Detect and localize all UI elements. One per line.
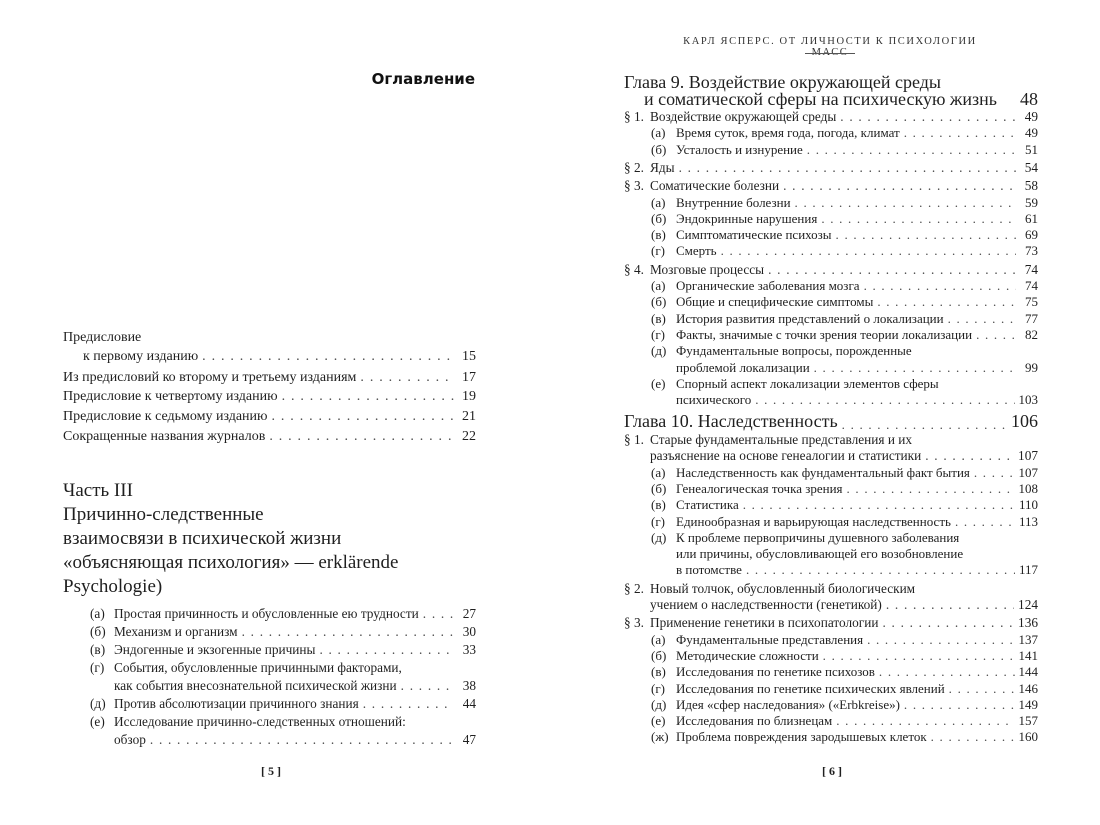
toc-entry-mark: (г)	[651, 326, 665, 342]
toc-entry-mark: (ж)	[651, 729, 669, 745]
toc-entry-mark: (е)	[651, 375, 666, 391]
toc-entry-mark: (а)	[651, 464, 666, 480]
toc-entry-section[interactable]: Яды . . . 54	[650, 161, 1038, 176]
toc-entry-mark: (г)	[651, 513, 665, 529]
toc-entry-mark: (г)	[651, 680, 665, 696]
toc-item-mark: (д)	[90, 696, 106, 711]
toc-entry-section[interactable]: Воздействие окружающей среды . . . 49	[650, 110, 1038, 125]
toc-entry-subsection[interactable]: Общие и специфические симптомы . . . 75	[676, 295, 1038, 309]
toc-entry-subsection[interactable]: Статистика . . . 110	[676, 498, 1038, 512]
preface-1-line1: Предисловие	[63, 330, 142, 345]
toc-entry-mark: (б)	[651, 294, 667, 310]
toc-entry-part-item-g[interactable]: как события внесознательной психической жизни . . . 38	[114, 679, 476, 694]
toc-entry-subsection[interactable]: Факты, значимые с точки зрения теории локализации . . . 82	[676, 328, 1038, 342]
toc-entry-subsection[interactable]: проблемой локализации . . . 99	[676, 361, 1038, 375]
toc-entry-subsection[interactable]: Органические заболевания мозга . . . 74	[676, 279, 1038, 293]
toc-entry-subsection[interactable]: психического . . . 103	[676, 393, 1038, 407]
toc-entry-subsection[interactable]: Единообразная и варьирующая наследственность . . . 113	[676, 515, 1038, 529]
toc-entry-line: Старые фундаментальные представления и их	[650, 432, 913, 447]
running-head: КАРЛ ЯСПЕРС. ОТ ЛИЧНОСТИ К ПСИХОЛОГИИ	[683, 36, 977, 47]
toc-entry-mark: (а)	[651, 125, 666, 141]
toc-entry-preface-2[interactable]: Из предисловий ко второму и третьему изданиям . . . 17	[63, 370, 476, 385]
toc-entry-subsection[interactable]: История развития представлений о локализации . . . 77	[676, 312, 1038, 326]
toc-entry-section[interactable]: учением о наследственности (генетикой) . . . 124	[650, 598, 1038, 613]
toc-entry-mark: (в)	[651, 310, 666, 326]
toc-item-mark: (е)	[90, 714, 105, 729]
toc-entry-section[interactable]: Мозговые процессы . . . 74	[650, 263, 1038, 278]
toc-entry-subsection[interactable]: Симптоматические психозы . . . 69	[676, 228, 1038, 242]
toc-entry-line: К проблеме первопричины душевного заболевания	[676, 529, 960, 545]
toc-entry-mark: (д)	[651, 343, 667, 359]
toc-item-line: Исследование причинно-следственных отношений:	[114, 714, 406, 729]
toc-entry-mark: (а)	[651, 631, 666, 647]
toc-entry-line: Новый толчок, обусловленный биологическим	[650, 580, 916, 596]
toc-entry-preface-1[interactable]: к первому изданию . . . 15	[83, 349, 476, 364]
toc-item-mark: (в)	[90, 642, 106, 657]
toc-entry-subsection[interactable]: Исследования по близнецам . . . 157	[676, 714, 1038, 728]
toc-entry-subsection[interactable]: Фундаментальные представления . . . 137	[676, 633, 1038, 647]
toc-item-mark: (б)	[90, 624, 106, 639]
toc-entry-mark: (а)	[651, 278, 666, 293]
toc-entry-mark: (в)	[651, 227, 666, 243]
toc-entry-mark: § 2.	[624, 580, 644, 596]
toc-entry-mark: (б)	[651, 141, 667, 157]
toc-item-mark: (г)	[90, 660, 105, 675]
toc-entry-subsection[interactable]: Методические сложности . . . 141	[676, 649, 1038, 663]
toc-entry-mark: § 1.	[624, 432, 644, 447]
toc-entry-chapter-9[interactable]: и соматической сферы на психическую жизнь 48	[644, 89, 1038, 109]
toc-entry-section[interactable]: разъяснение на основе генеалогии и статистики . . . 107	[650, 449, 1038, 464]
toc-item-line: События, обусловленные причинными факторами,	[114, 660, 402, 675]
toc-entry-subsection[interactable]: Внутренние болезни . . . 59	[676, 196, 1038, 210]
toc-entry-subsection[interactable]: Проблема повреждения зародышевых клеток . . . 160	[676, 730, 1038, 744]
toc-entry-mark: (б)	[651, 480, 667, 496]
toc-entry-part-item-d[interactable]: Против абсолютизации причинного знания . . . 44	[114, 697, 476, 712]
toc-entry-preface-4[interactable]: Предисловие к седьмому изданию . . . 21	[63, 409, 476, 424]
toc-entry-mark: § 3.	[624, 178, 644, 194]
toc-entry-part-item-b[interactable]: Механизм и организм . . . 30	[114, 625, 476, 640]
toc-entry-subsection[interactable]: Исследования по генетике психических явлений . . . 146	[676, 682, 1038, 696]
toc-entry-mark: § 4.	[624, 261, 644, 277]
page-number-left: [ 5 ]	[261, 764, 281, 778]
toc-entry-section[interactable]: Соматические болезни . . . 58	[650, 179, 1038, 194]
toc-entry-mark: (б)	[651, 647, 667, 663]
toc-entry-subsection[interactable]: Исследования по генетике психозов . . . 144	[676, 665, 1038, 679]
toc-entry-subsection[interactable]: Идея «сфер наследования» («Erbkreise») . . . 149	[676, 698, 1038, 712]
toc-entry-section[interactable]: Применение генетики в психопатологии . . . 136	[650, 616, 1038, 631]
toc-heading: Оглавление	[371, 70, 475, 88]
toc-entry-line: Спорный аспект локализации элементов сферы	[676, 375, 939, 391]
toc-entry-mark: (в)	[651, 664, 666, 680]
toc-entry-subsection[interactable]: Наследственность как фундаментальный факт бытия . . . 107	[676, 466, 1038, 480]
toc-entry-subsection[interactable]: Время суток, время года, погода, климат . . . 49	[676, 126, 1038, 140]
toc-entry-mark: § 3.	[624, 615, 644, 631]
part-title-line: Psychologie)	[63, 576, 163, 597]
toc-entry-preface-3[interactable]: Предисловие к четвертому изданию . . . 19	[63, 389, 476, 404]
part-title-line: взаимосвязи в психической жизни	[63, 528, 342, 549]
toc-entry-mark: § 2.	[624, 159, 644, 175]
toc-entry-mark: (д)	[651, 696, 667, 712]
toc-entry-subsection[interactable]: Эндокринные нарушения . . . 61	[676, 212, 1038, 226]
toc-entry-part-item-a[interactable]: Простая причинность и обусловленные ею трудности . . . 27	[114, 607, 476, 622]
toc-entry-mark: (д)	[651, 529, 667, 545]
toc-entry-mark: (в)	[651, 497, 666, 513]
chapter-9-title-line1: Глава 9. Воздействие окружающей среды	[624, 72, 941, 92]
toc-entry-part-item-v[interactable]: Эндогенные и экзогенные причины . . . 33	[114, 643, 476, 658]
toc-entry-line: или причины, обусловливающей его возобновление	[676, 546, 964, 562]
running-head-rule	[805, 53, 855, 54]
toc-entry-line: Фундаментальные вопросы, порожденные	[676, 343, 912, 359]
part-title-line: Причинно-следственные	[63, 504, 264, 525]
toc-entry-mark: (а)	[651, 194, 666, 210]
toc-entry-chapter-10[interactable]: Глава 10. Наследственность . . . 106	[624, 412, 1038, 432]
toc-entry-part-item-e[interactable]: обзор . . . 47	[114, 733, 476, 748]
toc-entry-mark: (б)	[651, 210, 667, 226]
toc-entry-subsection[interactable]: Смерть . . . 73	[676, 244, 1038, 258]
toc-entry-subsection[interactable]: Усталость и изнурение . . . 51	[676, 143, 1038, 157]
toc-entry-mark: (е)	[651, 713, 666, 729]
toc-entry-mark: (г)	[651, 243, 665, 259]
page-number-right: [ 6 ]	[822, 764, 842, 778]
toc-item-mark: (а)	[90, 606, 105, 621]
part-title-line: «объясняющая психология» — erklärende	[63, 552, 399, 573]
right-page	[550, 0, 1100, 825]
part-title-line: Часть III	[63, 480, 133, 501]
toc-entry-subsection[interactable]: в потомстве . . . 117	[676, 563, 1038, 577]
toc-entry-mark: § 1.	[624, 109, 644, 124]
toc-entry-subsection[interactable]: Генеалогическая точка зрения . . . 108	[676, 482, 1038, 496]
toc-entry-preface-5[interactable]: Сокращенные названия журналов . . . 22	[63, 429, 476, 444]
